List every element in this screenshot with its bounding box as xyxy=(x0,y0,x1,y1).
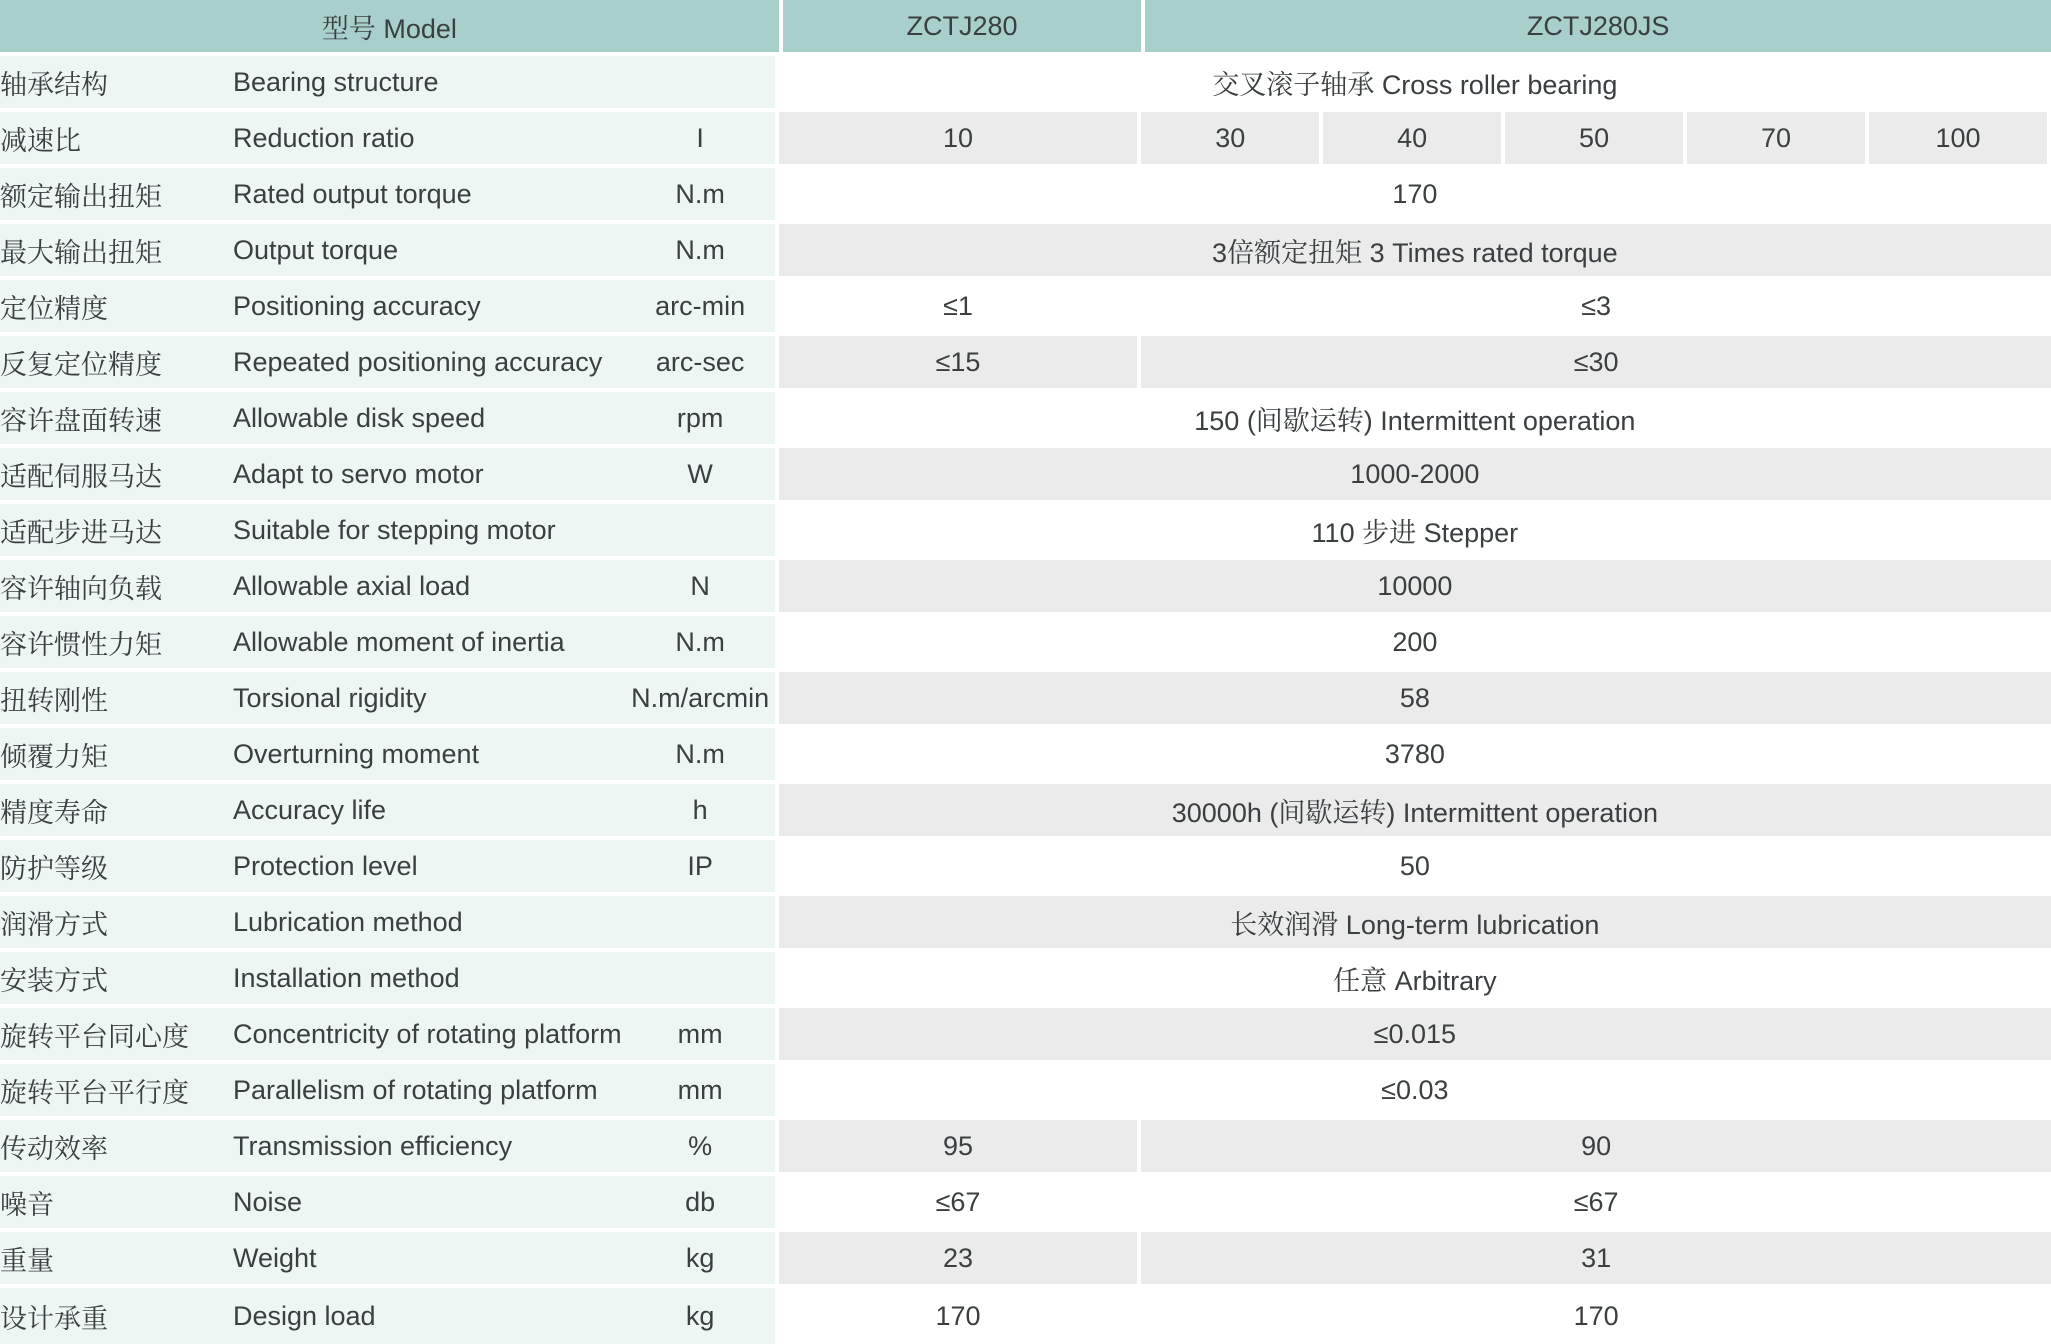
row-value-all-models: 长效润滑 Long-term lubrication xyxy=(779,896,2051,952)
row-label-cn: 减速比 xyxy=(0,112,233,168)
row-label-cn: 倾覆力矩 xyxy=(0,728,233,784)
row-unit: arc-min xyxy=(626,280,779,336)
table-row xyxy=(0,728,2051,784)
model-b-header: ZCTJ280JS xyxy=(1141,0,2051,56)
row-label-en: Rated output torque xyxy=(233,168,626,224)
row-value-model-a: 95 xyxy=(779,1120,1142,1176)
row-value-model-a: ≤67 xyxy=(779,1176,1142,1232)
model-column-header: 型号 Model xyxy=(0,0,779,56)
row-label-en: Repeated positioning accuracy xyxy=(233,336,626,392)
row-label-en: Accuracy life xyxy=(233,784,626,840)
row-label-en: Reduction ratio xyxy=(233,112,626,168)
table-header-row xyxy=(0,0,2051,56)
row-value-all-models: 30000h (间歇运转) Intermittent operation xyxy=(779,784,2051,840)
table-row xyxy=(0,1120,2051,1176)
row-value-model-a: 170 xyxy=(779,1288,1142,1344)
table-row xyxy=(0,672,2051,728)
table-row xyxy=(0,952,2051,1008)
row-label-en: Output torque xyxy=(233,224,626,280)
row-value-ratio: 30 xyxy=(1141,112,1323,168)
row-label-en: Transmission efficiency xyxy=(233,1120,626,1176)
row-value-all-models: 110 步进 Stepper xyxy=(779,504,2051,560)
table-row xyxy=(0,1176,2051,1232)
row-value-all-models: 170 xyxy=(779,168,2051,224)
row-value-all-models: 200 xyxy=(779,616,2051,672)
row-value-all-models: 任意 Arbitrary xyxy=(779,952,2051,1008)
table-row xyxy=(0,560,2051,616)
row-unit: N xyxy=(626,560,779,616)
row-label-cn: 容许盘面转速 xyxy=(0,392,233,448)
row-value-ratio: 50 xyxy=(1505,112,1687,168)
row-label-en: Protection level xyxy=(233,840,626,896)
row-label-cn: 适配伺服马达 xyxy=(0,448,233,504)
row-label-cn: 最大输出扭矩 xyxy=(0,224,233,280)
row-value-model-b: ≤67 xyxy=(1141,1176,2051,1232)
row-label-cn: 安装方式 xyxy=(0,952,233,1008)
row-value-model-b: 170 xyxy=(1141,1288,2051,1344)
row-label-cn: 精度寿命 xyxy=(0,784,233,840)
table-row xyxy=(0,896,2051,952)
row-label-en: Positioning accuracy xyxy=(233,280,626,336)
row-label-en: Lubrication method xyxy=(233,896,626,952)
row-unit: kg xyxy=(626,1288,779,1344)
table-row xyxy=(0,392,2051,448)
row-label-cn: 旋转平台平行度 xyxy=(0,1064,233,1120)
table-row xyxy=(0,616,2051,672)
row-label-en: Weight xyxy=(233,1232,626,1288)
model-a-header: ZCTJ280 xyxy=(779,0,1142,56)
row-value-ratio: 40 xyxy=(1323,112,1505,168)
row-value-model-a: 10 xyxy=(779,112,1142,168)
row-unit: IP xyxy=(626,840,779,896)
row-value-model-a: 23 xyxy=(779,1232,1142,1288)
row-label-en: Design load xyxy=(233,1288,626,1344)
row-label-en: Allowable disk speed xyxy=(233,392,626,448)
row-value-model-b: ≤3 xyxy=(1141,280,2051,336)
table-row xyxy=(0,336,2051,392)
row-unit: I xyxy=(626,112,779,168)
table-row xyxy=(0,504,2051,560)
row-unit: mm xyxy=(626,1064,779,1120)
row-label-cn: 重量 xyxy=(0,1232,233,1288)
row-label-cn: 设计承重 xyxy=(0,1288,233,1344)
row-value-ratio: 70 xyxy=(1687,112,1869,168)
row-label-en: Torsional rigidity xyxy=(233,672,626,728)
row-label-en: Overturning moment xyxy=(233,728,626,784)
table-row xyxy=(0,56,2051,112)
row-label-cn: 润滑方式 xyxy=(0,896,233,952)
row-label-en: Adapt to servo motor xyxy=(233,448,626,504)
row-label-cn: 反复定位精度 xyxy=(0,336,233,392)
table-row xyxy=(0,224,2051,280)
row-value-all-models: 3倍额定扭矩 3 Times rated torque xyxy=(779,224,2051,280)
row-value-model-b: 31 xyxy=(1141,1232,2051,1288)
row-unit: N.m xyxy=(626,616,779,672)
row-label-cn: 噪音 xyxy=(0,1176,233,1232)
table-row xyxy=(0,840,2051,896)
row-unit: h xyxy=(626,784,779,840)
table-row xyxy=(0,112,2051,168)
table-row xyxy=(0,168,2051,224)
row-value-model-b: 90 xyxy=(1141,1120,2051,1176)
row-unit xyxy=(626,952,779,1008)
row-value-all-models: ≤0.015 xyxy=(779,1008,2051,1064)
table-row xyxy=(0,280,2051,336)
row-label-cn: 轴承结构 xyxy=(0,56,233,112)
table-row xyxy=(0,1064,2051,1120)
row-value-all-models: 交叉滚子轴承 Cross roller bearing xyxy=(779,56,2051,112)
row-label-en: Bearing structure xyxy=(233,56,626,112)
row-label-cn: 防护等级 xyxy=(0,840,233,896)
table-row xyxy=(0,784,2051,840)
row-unit: W xyxy=(626,448,779,504)
row-value-ratio: 100 xyxy=(1869,112,2051,168)
row-unit: mm xyxy=(626,1008,779,1064)
row-label-cn: 定位精度 xyxy=(0,280,233,336)
row-value-all-models: 10000 xyxy=(779,560,2051,616)
row-value-model-b: ≤30 xyxy=(1141,336,2051,392)
row-value-all-models: 1000-2000 xyxy=(779,448,2051,504)
row-label-cn: 传动效率 xyxy=(0,1120,233,1176)
row-label-en: Installation method xyxy=(233,952,626,1008)
row-label-en: Suitable for stepping motor xyxy=(233,504,626,560)
row-value-all-models: 3780 xyxy=(779,728,2051,784)
row-label-cn: 额定输出扭矩 xyxy=(0,168,233,224)
row-label-en: Parallelism of rotating platform xyxy=(233,1064,626,1120)
row-label-cn: 容许惯性力矩 xyxy=(0,616,233,672)
row-unit: db xyxy=(626,1176,779,1232)
row-label-en: Noise xyxy=(233,1176,626,1232)
row-unit: N.m xyxy=(626,224,779,280)
row-unit: kg xyxy=(626,1232,779,1288)
row-unit: rpm xyxy=(626,392,779,448)
row-value-model-a: ≤1 xyxy=(779,280,1142,336)
row-unit xyxy=(626,896,779,952)
row-label-en: Allowable moment of inertia xyxy=(233,616,626,672)
row-unit: N.m xyxy=(626,728,779,784)
row-value-model-a: ≤15 xyxy=(779,336,1142,392)
table-row xyxy=(0,1232,2051,1288)
row-unit: % xyxy=(626,1120,779,1176)
table-row xyxy=(0,1288,2051,1344)
row-value-all-models: ≤0.03 xyxy=(779,1064,2051,1120)
row-label-cn: 旋转平台同心度 xyxy=(0,1008,233,1064)
row-label-cn: 适配步进马达 xyxy=(0,504,233,560)
row-unit: arc-sec xyxy=(626,336,779,392)
row-value-all-models: 150 (间歇运转) Intermittent operation xyxy=(779,392,2051,448)
row-label-cn: 扭转刚性 xyxy=(0,672,233,728)
table-row xyxy=(0,1008,2051,1064)
row-value-all-models: 58 xyxy=(779,672,2051,728)
row-label-en: Concentricity of rotating platform xyxy=(233,1008,626,1064)
row-unit xyxy=(626,56,779,112)
table-row xyxy=(0,448,2051,504)
row-label-cn: 容许轴向负载 xyxy=(0,560,233,616)
row-value-all-models: 50 xyxy=(779,840,2051,896)
row-unit: N.m xyxy=(626,168,779,224)
row-label-en: Allowable axial load xyxy=(233,560,626,616)
row-unit: N.m/arcmin xyxy=(626,672,779,728)
row-unit xyxy=(626,504,779,560)
